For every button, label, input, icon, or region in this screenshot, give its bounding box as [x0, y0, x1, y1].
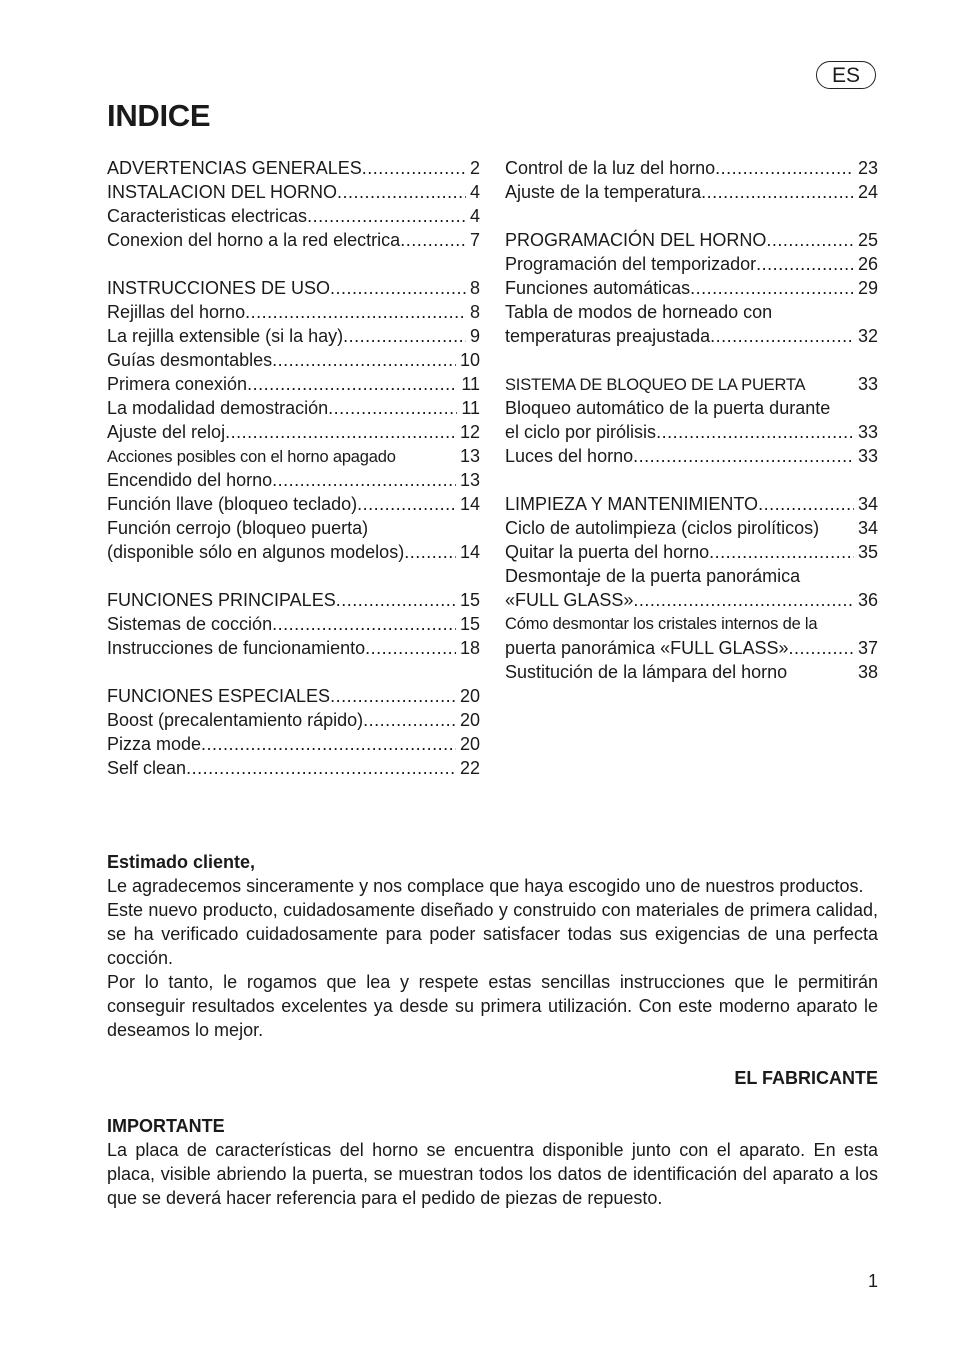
- toc-entry-title: Tabla de modos de horneado con: [505, 302, 773, 322]
- toc-dot-leader: [336, 588, 456, 612]
- toc-entry[interactable]: [107, 180, 480, 204]
- toc-entry-title: Función llave (bloqueo teclado): [107, 494, 358, 514]
- toc-dot-leader: [225, 420, 456, 444]
- toc-entry-title: ADVERTENCIAS GENERALES: [107, 158, 362, 178]
- intro-paragraph-3: Por lo tanto, le rogamos que lea y respete estas sencillas instrucciones que le permitirán conseguir resultados excelentes ya desde su primera utilización. Con este moderno aparato le deseamos lo mejor.: [107, 972, 878, 1040]
- toc-entry-page: 33: [857, 422, 878, 442]
- toc-entry-page: 33: [857, 374, 878, 394]
- toc-dot-leader: [789, 636, 854, 660]
- toc-entry[interactable]: [107, 492, 480, 516]
- toc-dot-leader: [365, 636, 456, 660]
- important-text: La placa de características del horno se encuentra disponible junto con el aparato. En esta placa, visible abriendo la puerta, se muestran todos los datos de identificación del aparato a los que se deverá hacer referencia para el pedido de piezas de repuesto.: [107, 1140, 878, 1208]
- toc-entry[interactable]: [107, 300, 480, 324]
- toc-entry-page: 20: [459, 734, 480, 754]
- toc-entry-title: INSTALACION DEL HORNO: [107, 182, 338, 202]
- toc-entry-title: Ajuste de la temperatura: [505, 182, 702, 202]
- toc-entry-title: La modalidad demostración: [107, 398, 329, 418]
- toc-entry[interactable]: [505, 540, 878, 564]
- toc-entry-title: Conexion del horno a la red electrica: [107, 230, 401, 250]
- toc-entry-page: 23: [857, 158, 878, 178]
- toc-entry-title: Instrucciones de funcionamiento: [107, 638, 366, 658]
- toc-entry-page: 4: [469, 182, 480, 202]
- toc-entry-page: 32: [857, 326, 878, 346]
- toc-entry-title: Guías desmontables: [107, 350, 273, 370]
- toc-entry-title: Función cerrojo (bloqueo puerta): [107, 518, 369, 538]
- toc-entry[interactable]: [505, 300, 878, 324]
- toc-dot-leader: [357, 492, 456, 516]
- toc-entry[interactable]: [107, 588, 480, 612]
- toc-entry[interactable]: [107, 276, 480, 300]
- toc-entry-title: Encendido del horno: [107, 470, 273, 490]
- toc-entry-title: Luces del horno: [505, 446, 634, 466]
- toc-entry-title: PROGRAMACIÓN DEL HORNO: [505, 230, 767, 250]
- toc-entry-title: Primera conexión: [107, 374, 248, 394]
- toc-dot-leader: [756, 252, 854, 276]
- toc-dot-leader: [307, 204, 466, 228]
- toc-entry[interactable]: [505, 156, 878, 180]
- toc-dot-leader: [690, 276, 854, 300]
- toc-entry-page: 33: [857, 446, 878, 466]
- toc-entry-page: 38: [857, 662, 878, 682]
- manufacturer-signature: EL FABRICANTE: [734, 1068, 878, 1088]
- toc-entry-page: 7: [469, 230, 480, 250]
- intro-section: [107, 850, 878, 1210]
- toc-entry-page: 20: [459, 710, 480, 730]
- toc-spacer: [107, 252, 480, 276]
- toc-dot-leader: [633, 444, 854, 468]
- toc-dot-leader: [337, 180, 466, 204]
- toc-entry[interactable]: [505, 612, 878, 636]
- toc-entry-page: 34: [857, 494, 878, 514]
- toc-dot-leader: [272, 468, 456, 492]
- toc-entry[interactable]: [505, 252, 878, 276]
- toc-entry-title: Caracteristicas electricas: [107, 206, 308, 226]
- toc-dot-leader: [710, 324, 854, 348]
- toc-entry-page: 11: [461, 398, 480, 418]
- toc-entry-page: 37: [857, 638, 878, 658]
- toc-spacer: [505, 348, 878, 372]
- toc-entry-page: 25: [857, 230, 878, 250]
- toc-entry[interactable]: [505, 660, 878, 684]
- toc-spacer: [505, 204, 878, 228]
- toc-entry-title: Control de la luz del horno: [505, 158, 716, 178]
- toc-dot-leader: [404, 540, 456, 564]
- toc-left-column: [107, 156, 480, 780]
- toc-entry-page: 11: [461, 374, 480, 394]
- toc-entry[interactable]: [107, 228, 480, 252]
- toc-dot-leader: [201, 732, 456, 756]
- toc-entry-title: Sustitución de la lámpara del horno: [505, 662, 788, 682]
- toc-entry-title: Cómo desmontar los cristales internos de la: [505, 615, 818, 633]
- toc-right-column: [505, 156, 878, 684]
- toc-entry-title: SISTEMA DE BLOQUEO DE LA PUERTA: [505, 376, 806, 394]
- toc-entry[interactable]: [107, 708, 480, 732]
- toc-entry-title: FUNCIONES ESPECIALES: [107, 686, 331, 706]
- language-badge: ES: [816, 61, 876, 89]
- toc-entry-page: 14: [459, 494, 480, 514]
- toc-entry[interactable]: [107, 636, 480, 660]
- toc-spacer: [505, 468, 878, 492]
- toc-entry-page: 13: [459, 470, 480, 490]
- toc-spacer: [107, 660, 480, 684]
- toc-dot-leader: [766, 228, 854, 252]
- toc-dot-leader: [343, 324, 466, 348]
- toc-entry[interactable]: [107, 732, 480, 756]
- toc-entry[interactable]: [505, 396, 878, 420]
- toc-spacer: [107, 564, 480, 588]
- toc-dot-leader: [701, 180, 854, 204]
- toc-entry[interactable]: [505, 228, 878, 252]
- toc-entry[interactable]: [107, 348, 480, 372]
- toc-entry-page: 4: [469, 206, 480, 226]
- important-heading: IMPORTANTE: [107, 1116, 225, 1136]
- toc-entry-title: FUNCIONES PRINCIPALES: [107, 590, 336, 610]
- toc-entry-title: Bloqueo automático de la puerta durante: [505, 398, 831, 418]
- toc-dot-leader: [633, 588, 854, 612]
- toc-entry[interactable]: [107, 444, 480, 468]
- toc-entry-page: 35: [857, 542, 878, 562]
- toc-dot-leader: [362, 156, 466, 180]
- toc-entry-page: 29: [857, 278, 878, 298]
- toc-dot-leader: [656, 420, 854, 444]
- toc-entry[interactable]: [107, 468, 480, 492]
- toc-entry[interactable]: [107, 324, 480, 348]
- greeting: Estimado cliente,: [107, 852, 256, 872]
- toc-entry-page: 8: [469, 302, 480, 322]
- toc-entry[interactable]: [505, 276, 878, 300]
- toc-entry-title: Acciones posibles con el horno apagado: [107, 448, 396, 466]
- toc-entry[interactable]: [505, 372, 878, 396]
- toc-entry[interactable]: [107, 420, 480, 444]
- toc-entry-page: 36: [857, 590, 878, 610]
- toc-entry[interactable]: [107, 204, 480, 228]
- toc-entry-title: LIMPIEZA Y MANTENIMIENTO: [505, 494, 759, 514]
- intro-paragraph-2: Este nuevo producto, cuidadosamente diseñado y construido con materiales de primera calidad, se ha verificado cuidadosamente para poder satisfacer todas sus exigencias de una perfecta cocción.: [107, 900, 878, 968]
- toc-entry-title: INSTRUCCIONES DE USO: [107, 278, 331, 298]
- toc-entry-title: temperaturas preajustada: [505, 326, 711, 346]
- toc-entry-title: Quitar la puerta del horno: [505, 542, 710, 562]
- toc-entry-title: «FULL GLASS»: [505, 590, 634, 610]
- toc-entry[interactable]: [107, 540, 480, 564]
- toc-entry[interactable]: [107, 684, 480, 708]
- toc-entry-title: Ajuste del reloj: [107, 422, 226, 442]
- toc-entry-title: Pizza mode: [107, 734, 202, 754]
- toc-entry[interactable]: [107, 372, 480, 396]
- toc-entry-page: 2: [469, 158, 480, 178]
- toc-entry[interactable]: [505, 492, 878, 516]
- toc-entry-page: 14: [459, 542, 480, 562]
- toc-dot-leader: [715, 156, 854, 180]
- toc-dot-leader: [363, 708, 456, 732]
- toc-dot-leader: [186, 756, 456, 780]
- toc-entry-title: Self clean: [107, 758, 187, 778]
- toc-entry-title: Rejillas del horno: [107, 302, 246, 322]
- toc-entry-title: Boost (precalentamiento rápido): [107, 710, 364, 730]
- toc-entry-title: (disponible sólo en algunos modelos): [107, 542, 405, 562]
- toc-entry-page: 34: [857, 518, 878, 538]
- toc-entry[interactable]: [505, 588, 878, 612]
- toc-dot-leader: [330, 684, 456, 708]
- toc-entry[interactable]: [505, 516, 878, 540]
- toc-entry-title: el ciclo por pirólisis: [505, 422, 657, 442]
- intro-paragraph-1: Le agradecemos sinceramente y nos complace que haya escogido uno de nuestros productos.: [107, 876, 864, 896]
- toc-entry-title: puerta panorámica «FULL GLASS»: [505, 638, 789, 658]
- toc-entry-page: 24: [857, 182, 878, 202]
- toc-entry[interactable]: [505, 420, 878, 444]
- toc-entry[interactable]: [107, 156, 480, 180]
- toc-dot-leader: [709, 540, 854, 564]
- toc-entry[interactable]: [505, 564, 878, 588]
- toc-entry-title: Desmontaje de la puerta panorámica: [505, 566, 801, 586]
- toc-entry-page: 18: [459, 638, 480, 658]
- toc-entry-page: 10: [459, 350, 480, 370]
- toc-entry[interactable]: [505, 636, 878, 660]
- toc-dot-leader: [328, 396, 457, 420]
- toc-entry-page: 15: [459, 590, 480, 610]
- toc-entry[interactable]: [107, 756, 480, 780]
- toc-dot-leader: [758, 492, 854, 516]
- toc-entry-title: Ciclo de autolimpieza (ciclos pirolíticos): [505, 518, 820, 538]
- toc-entry[interactable]: [505, 444, 878, 468]
- toc-dot-leader: [245, 300, 466, 324]
- toc-entry-page: 15: [459, 614, 480, 634]
- toc-dot-leader: [330, 276, 466, 300]
- toc-entry-page: 13: [459, 446, 480, 466]
- page-number: 1: [868, 1271, 879, 1291]
- toc-entry-page: 20: [459, 686, 480, 706]
- toc-entry-page: 22: [459, 758, 480, 778]
- toc-entry-page: 12: [459, 422, 480, 442]
- toc-dot-leader: [272, 348, 456, 372]
- toc-entry-title: La rejilla extensible (si la hay): [107, 326, 344, 346]
- toc-entry-page: 8: [469, 278, 480, 298]
- toc-dot-leader: [400, 228, 466, 252]
- toc-entry-title: Funciones automáticas: [505, 278, 691, 298]
- toc-entry-title: Programación del temporizador: [505, 254, 757, 274]
- toc-dot-leader: [247, 372, 457, 396]
- toc-entry[interactable]: [107, 516, 480, 540]
- toc-entry[interactable]: [505, 180, 878, 204]
- toc-entry[interactable]: [107, 396, 480, 420]
- page-title: INDICE: [107, 98, 211, 133]
- toc-entry-page: 9: [469, 326, 480, 346]
- toc-entry-page: 26: [857, 254, 878, 274]
- toc-entry[interactable]: [107, 612, 480, 636]
- toc-entry[interactable]: [505, 324, 878, 348]
- toc-entry-title: Sistemas de cocción: [107, 614, 273, 634]
- toc-dot-leader: [272, 612, 456, 636]
